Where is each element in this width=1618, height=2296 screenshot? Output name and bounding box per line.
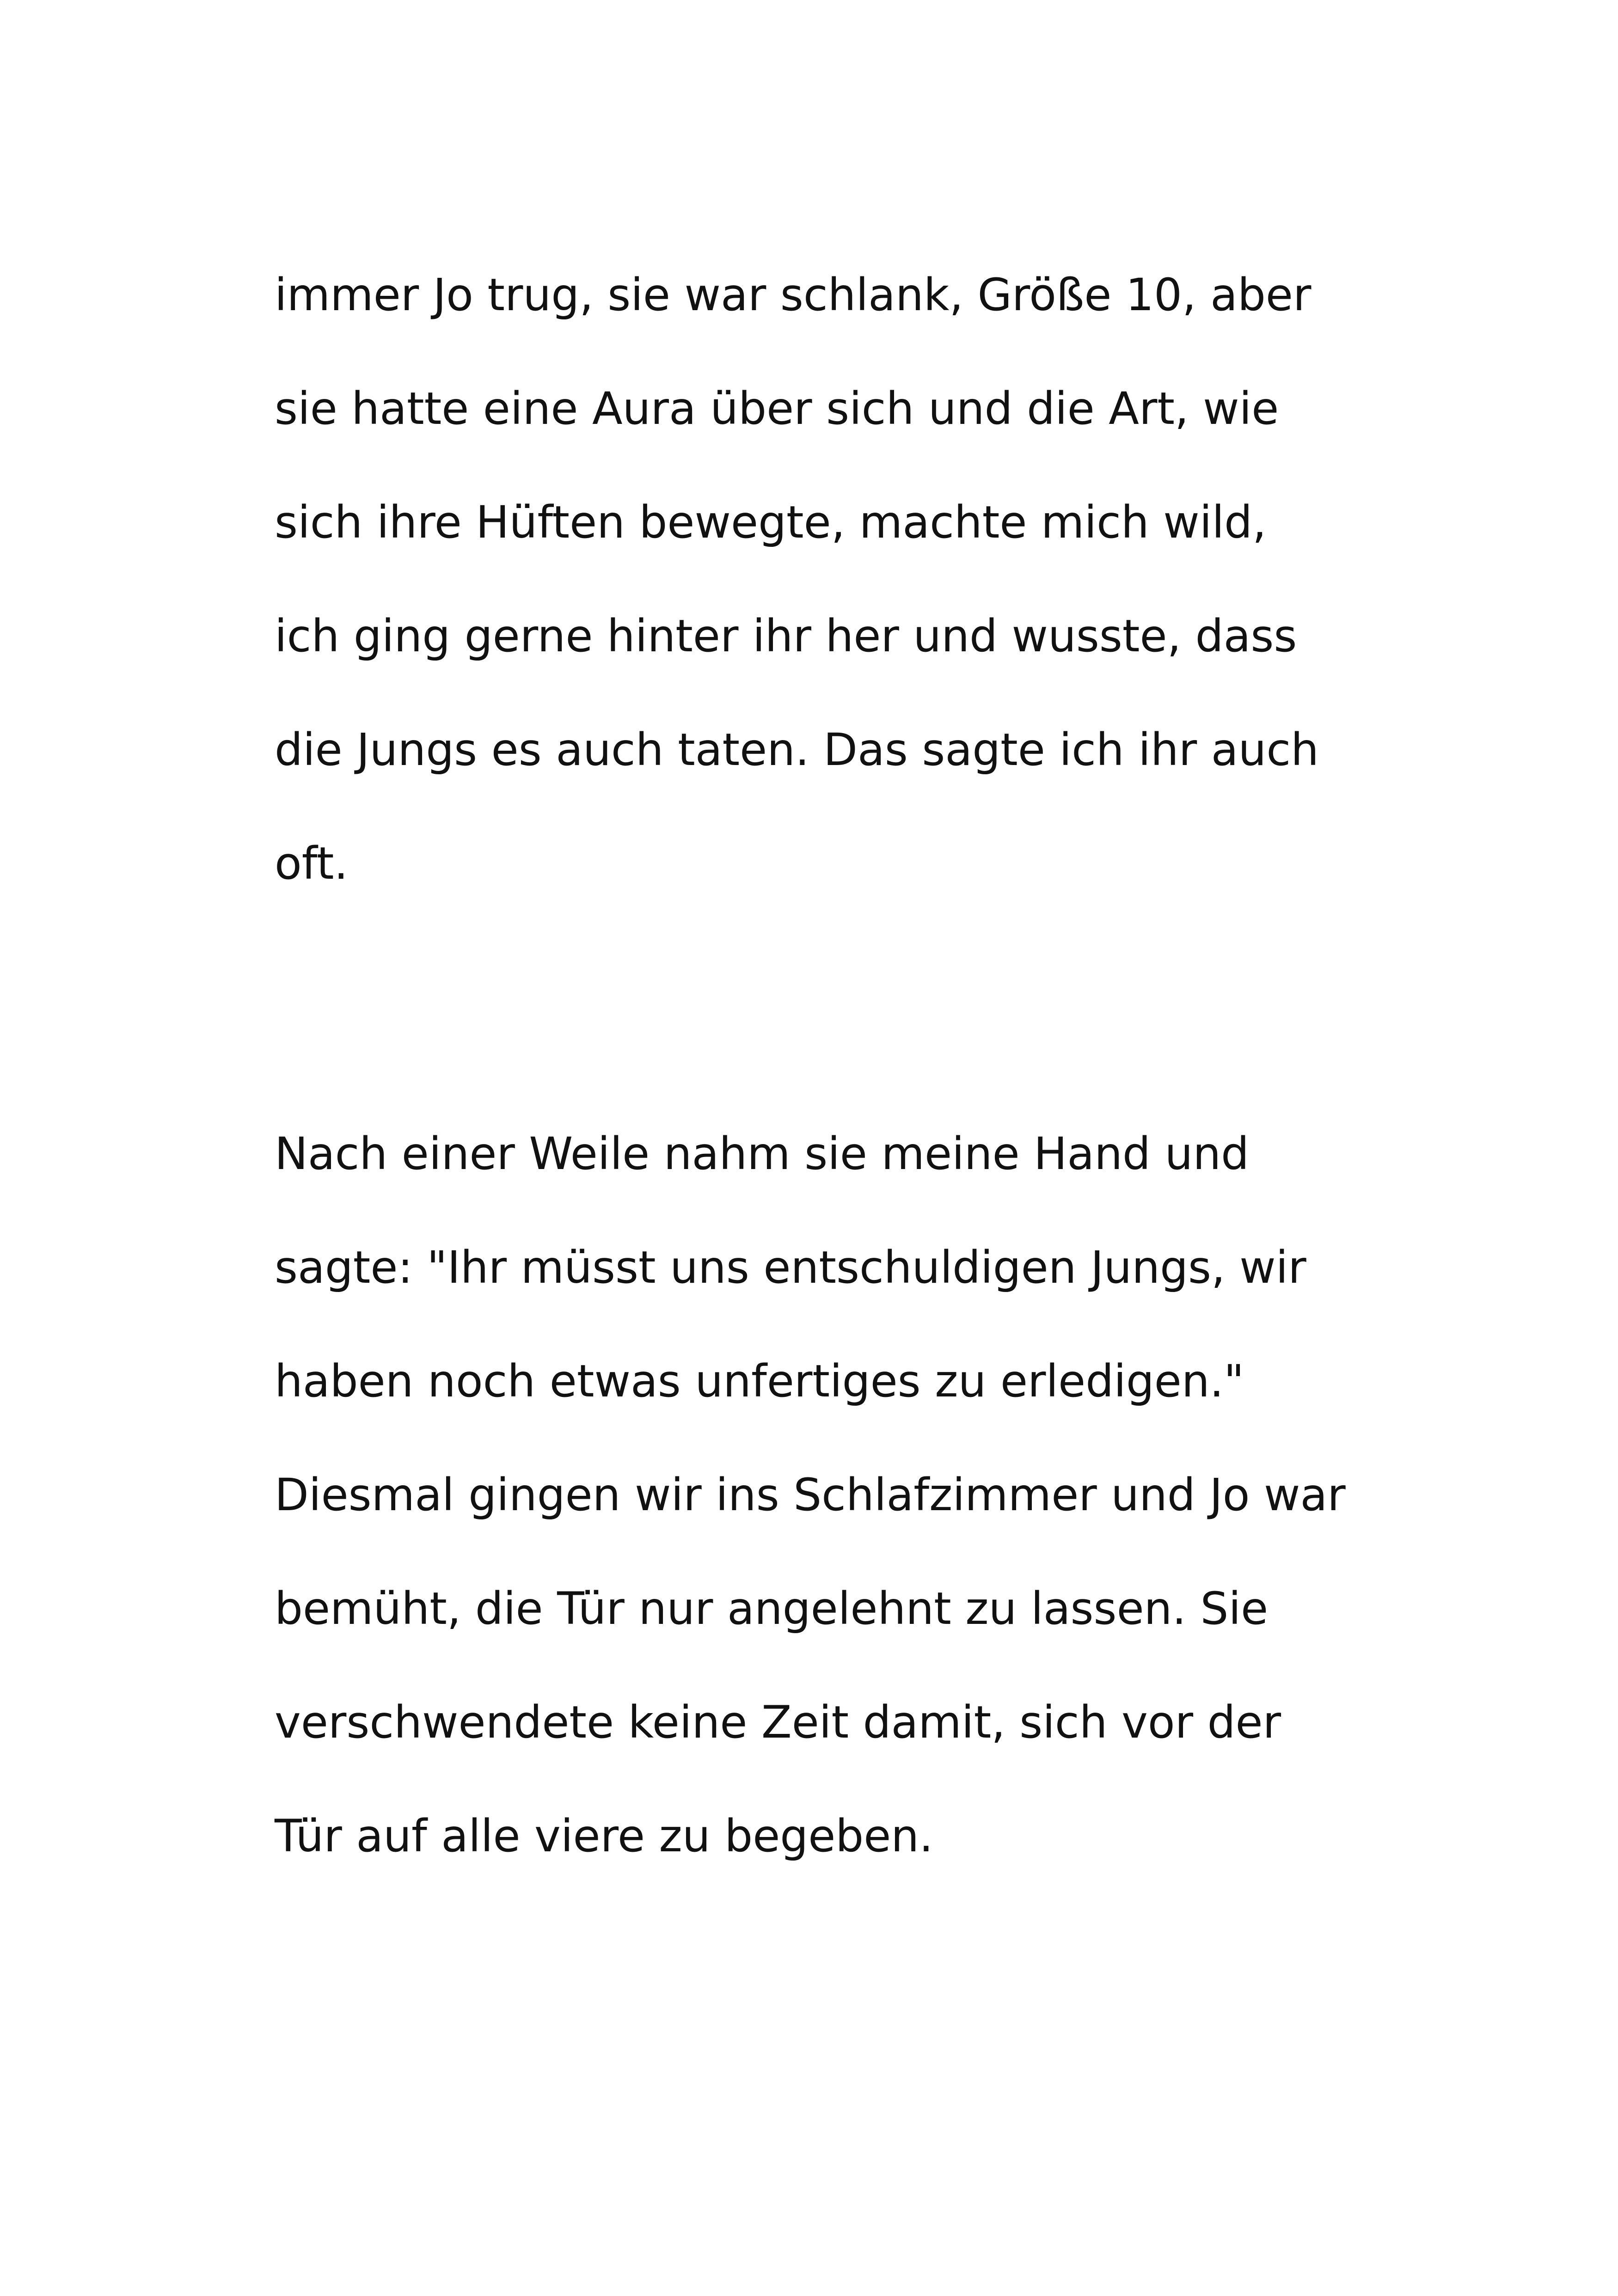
paragraph-line: die Jungs es auch taten. Das sagte ich ihr auch xyxy=(275,724,1319,776)
paragraph-line: Nach einer Weile nahm sie meine Hand und xyxy=(275,1128,1250,1180)
paragraph-line: haben noch etwas unfertiges zu erledigen." xyxy=(275,1355,1244,1407)
paragraph-line: Tür auf alle viere zu begeben. xyxy=(275,1810,933,1862)
paragraph-line: sagte: "Ihr müsst uns entschuldigen Jungs, wir xyxy=(275,1242,1306,1293)
paragraph-line: Diesmal gingen wir ins Schlafzimmer und Jo war xyxy=(275,1469,1346,1521)
paragraph-line: sie hatte eine Aura über sich und die Art, wie xyxy=(275,383,1279,435)
paragraph-line: immer Jo trug, sie war schlank, Größe 10, aber xyxy=(275,269,1312,321)
paragraph-line: verschwendete keine Zeit damit, sich vor der xyxy=(275,1696,1281,1748)
paragraph-line: ich ging gerne hinter ihr her und wusste, dass xyxy=(275,610,1297,662)
paragraph-line: bemüht, die Tür nur angelehnt zu lassen. Sie xyxy=(275,1583,1269,1635)
paragraph-line: oft. xyxy=(275,838,348,889)
paragraph-line: sich ihre Hüften bewegte, machte mich wild, xyxy=(275,496,1267,548)
